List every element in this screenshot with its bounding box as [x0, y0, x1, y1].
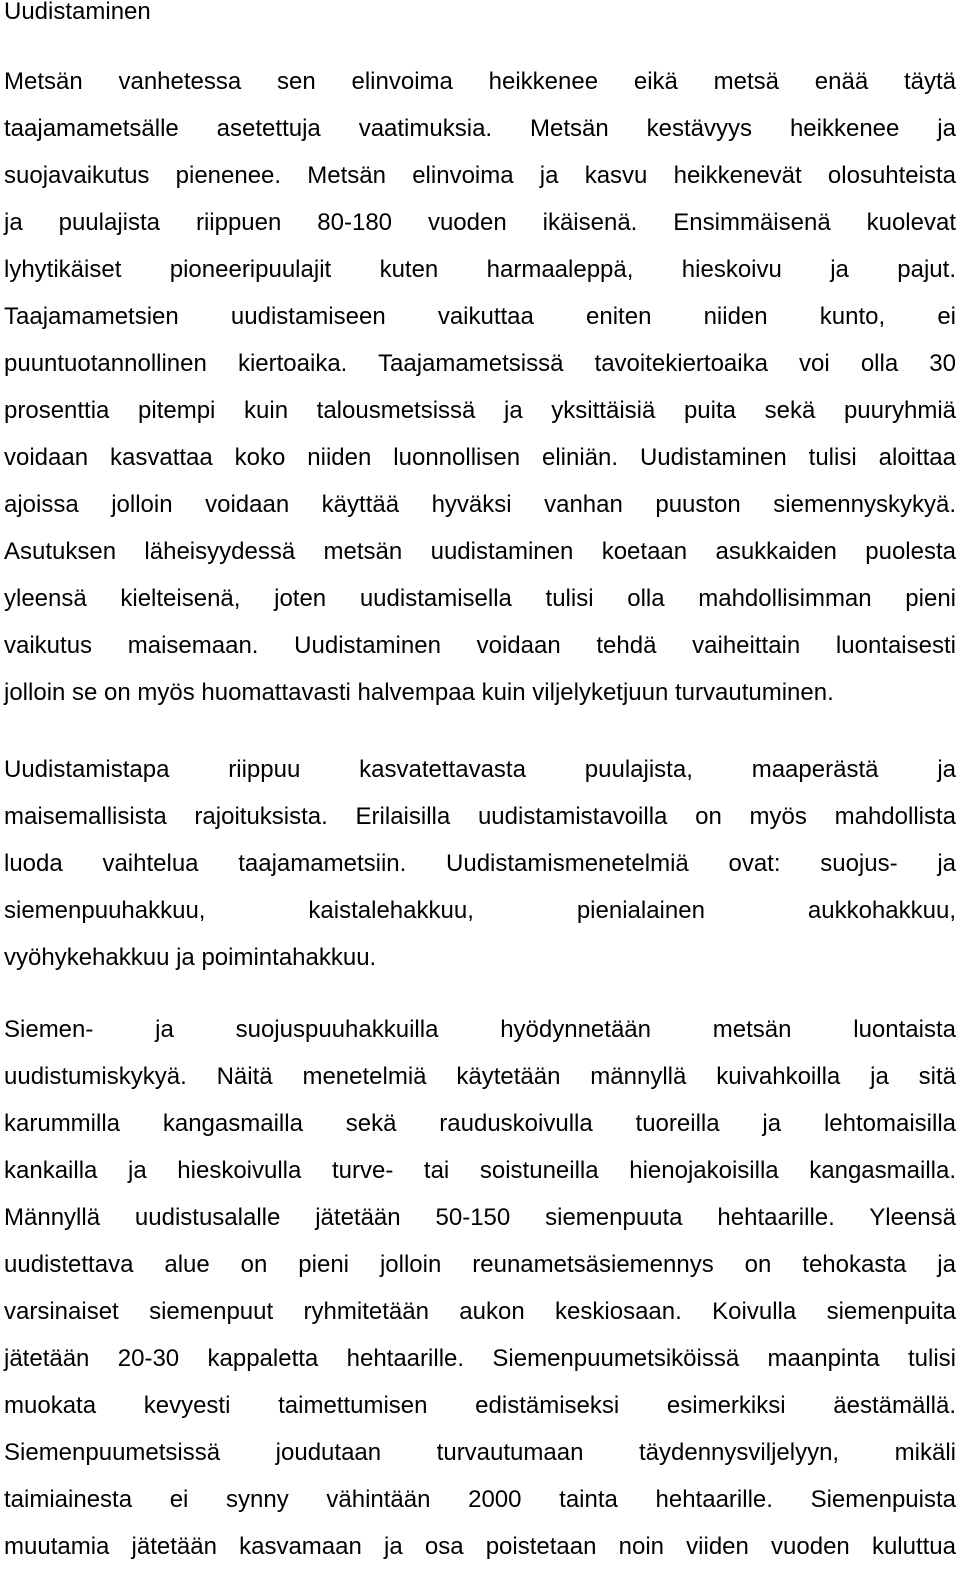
- text-line: suojavaikutus pienenee. Metsän elinvoima ja kasvu heikkenevät olosuhteista: [4, 162, 956, 189]
- text-line: karummilla kangasmailla sekä rauduskoivulla tuoreilla ja lehtomaisilla: [4, 1110, 956, 1137]
- text-line: varsinaiset siemenpuut ryhmitetään aukon keskiosaan. Koivulla siemenpuita: [4, 1298, 956, 1325]
- text-line: ja puulajista riippuen 80-180 vuoden ikäisenä. Ensimmäisenä kuolevat: [4, 209, 956, 236]
- text-line: muutamia jätetään kasvamaan ja osa poistetaan noin viiden vuoden kuluttua: [4, 1533, 956, 1560]
- text-line: prosenttia pitempi kuin talousmetsissä ja yksittäisiä puita sekä puuryhmiä: [4, 397, 956, 424]
- text-line: Metsän vanhetessa sen elinvoima heikkenee eikä metsä enää täytä: [4, 68, 956, 95]
- text-line: kankailla ja hieskoivulla turve- tai soistuneilla hienojakoisilla kangasmailla.: [4, 1157, 956, 1184]
- text-line: uudistumiskykyä. Näitä menetelmiä käytetään männyllä kuivahkoilla ja sitä: [4, 1063, 956, 1090]
- paragraph-1: [4, 58, 956, 716]
- text-line: vaikutus maisemaan. Uudistaminen voidaan tehdä vaiheittain luontaisesti: [4, 632, 956, 659]
- text-line: puuntuotannollinen kiertoaika. Taajamametsissä tavoitekiertoaika voi olla 30: [4, 350, 956, 377]
- text-line: maisemallisista rajoituksista. Erilaisilla uudistamistavoilla on myös mahdollista: [4, 803, 956, 830]
- text-line: Siemen- ja suojuspuuhakkuilla hyödynnetään metsän luontaista: [4, 1016, 956, 1043]
- text-line: muokata kevyesti taimettumisen edistämiseksi esimerkiksi äestämällä.: [4, 1392, 956, 1419]
- paragraph-2: [4, 746, 956, 981]
- text-line: taimiainesta ei synny vähintään 2000 tainta hehtaarille. Siemenpuista: [4, 1486, 956, 1513]
- paragraph-3: [4, 1006, 956, 1570]
- text-line: Taajamametsien uudistamiseen vaikuttaa eniten niiden kunto, ei: [4, 303, 956, 330]
- text-line: vyöhykehakkuu ja poimintahakkuu.: [4, 944, 377, 971]
- text-line: lyhytikäiset pioneeripuulajit kuten harmaaleppä, hieskoivu ja pajut.: [4, 256, 956, 283]
- text-line: ajoissa jolloin voidaan käyttää hyväksi vanhan puuston siemennyskykyä.: [4, 491, 956, 518]
- text-line: uudistettava alue on pieni jolloin reunametsäsiemennys on tehokasta ja: [4, 1251, 956, 1278]
- text-line: voidaan kasvattaa koko niiden luonnollisen eliniän. Uudistaminen tulisi aloittaa: [4, 444, 956, 471]
- text-line: jolloin se on myös huomattavasti halvempaa kuin viljelyketjuun turvautuminen.: [4, 679, 834, 706]
- text-line: luoda vaihtelua taajamametsiin. Uudistamismenetelmiä ovat: suojus- ja: [4, 850, 956, 877]
- text-line: Siemenpuumetsissä joudutaan turvautumaan täydennysviljelyyn, mikäli: [4, 1439, 956, 1466]
- text-line: Asutuksen läheisyydessä metsän uudistaminen koetaan asukkaiden puolesta: [4, 538, 956, 565]
- text-line: Uudistamistapa riippuu kasvatettavasta puulajista, maaperästä ja: [4, 756, 956, 783]
- text-line: taajamametsälle asetettuja vaatimuksia. Metsän kestävyys heikkenee ja: [4, 115, 956, 142]
- text-line: yleensä kielteisenä, joten uudistamisella tulisi olla mahdollisimman pieni: [4, 585, 956, 612]
- page-title: Uudistaminen: [4, 0, 151, 25]
- text-line: siemenpuuhakkuu, kaistalehakkuu, pienialainen aukkohakkuu,: [4, 897, 956, 924]
- text-line: Männyllä uudistusalalle jätetään 50-150 siemenpuuta hehtaarille. Yleensä: [4, 1204, 956, 1231]
- text-line: jätetään 20-30 kappaletta hehtaarille. Siemenpuumetsiköissä maanpinta tulisi: [4, 1345, 956, 1372]
